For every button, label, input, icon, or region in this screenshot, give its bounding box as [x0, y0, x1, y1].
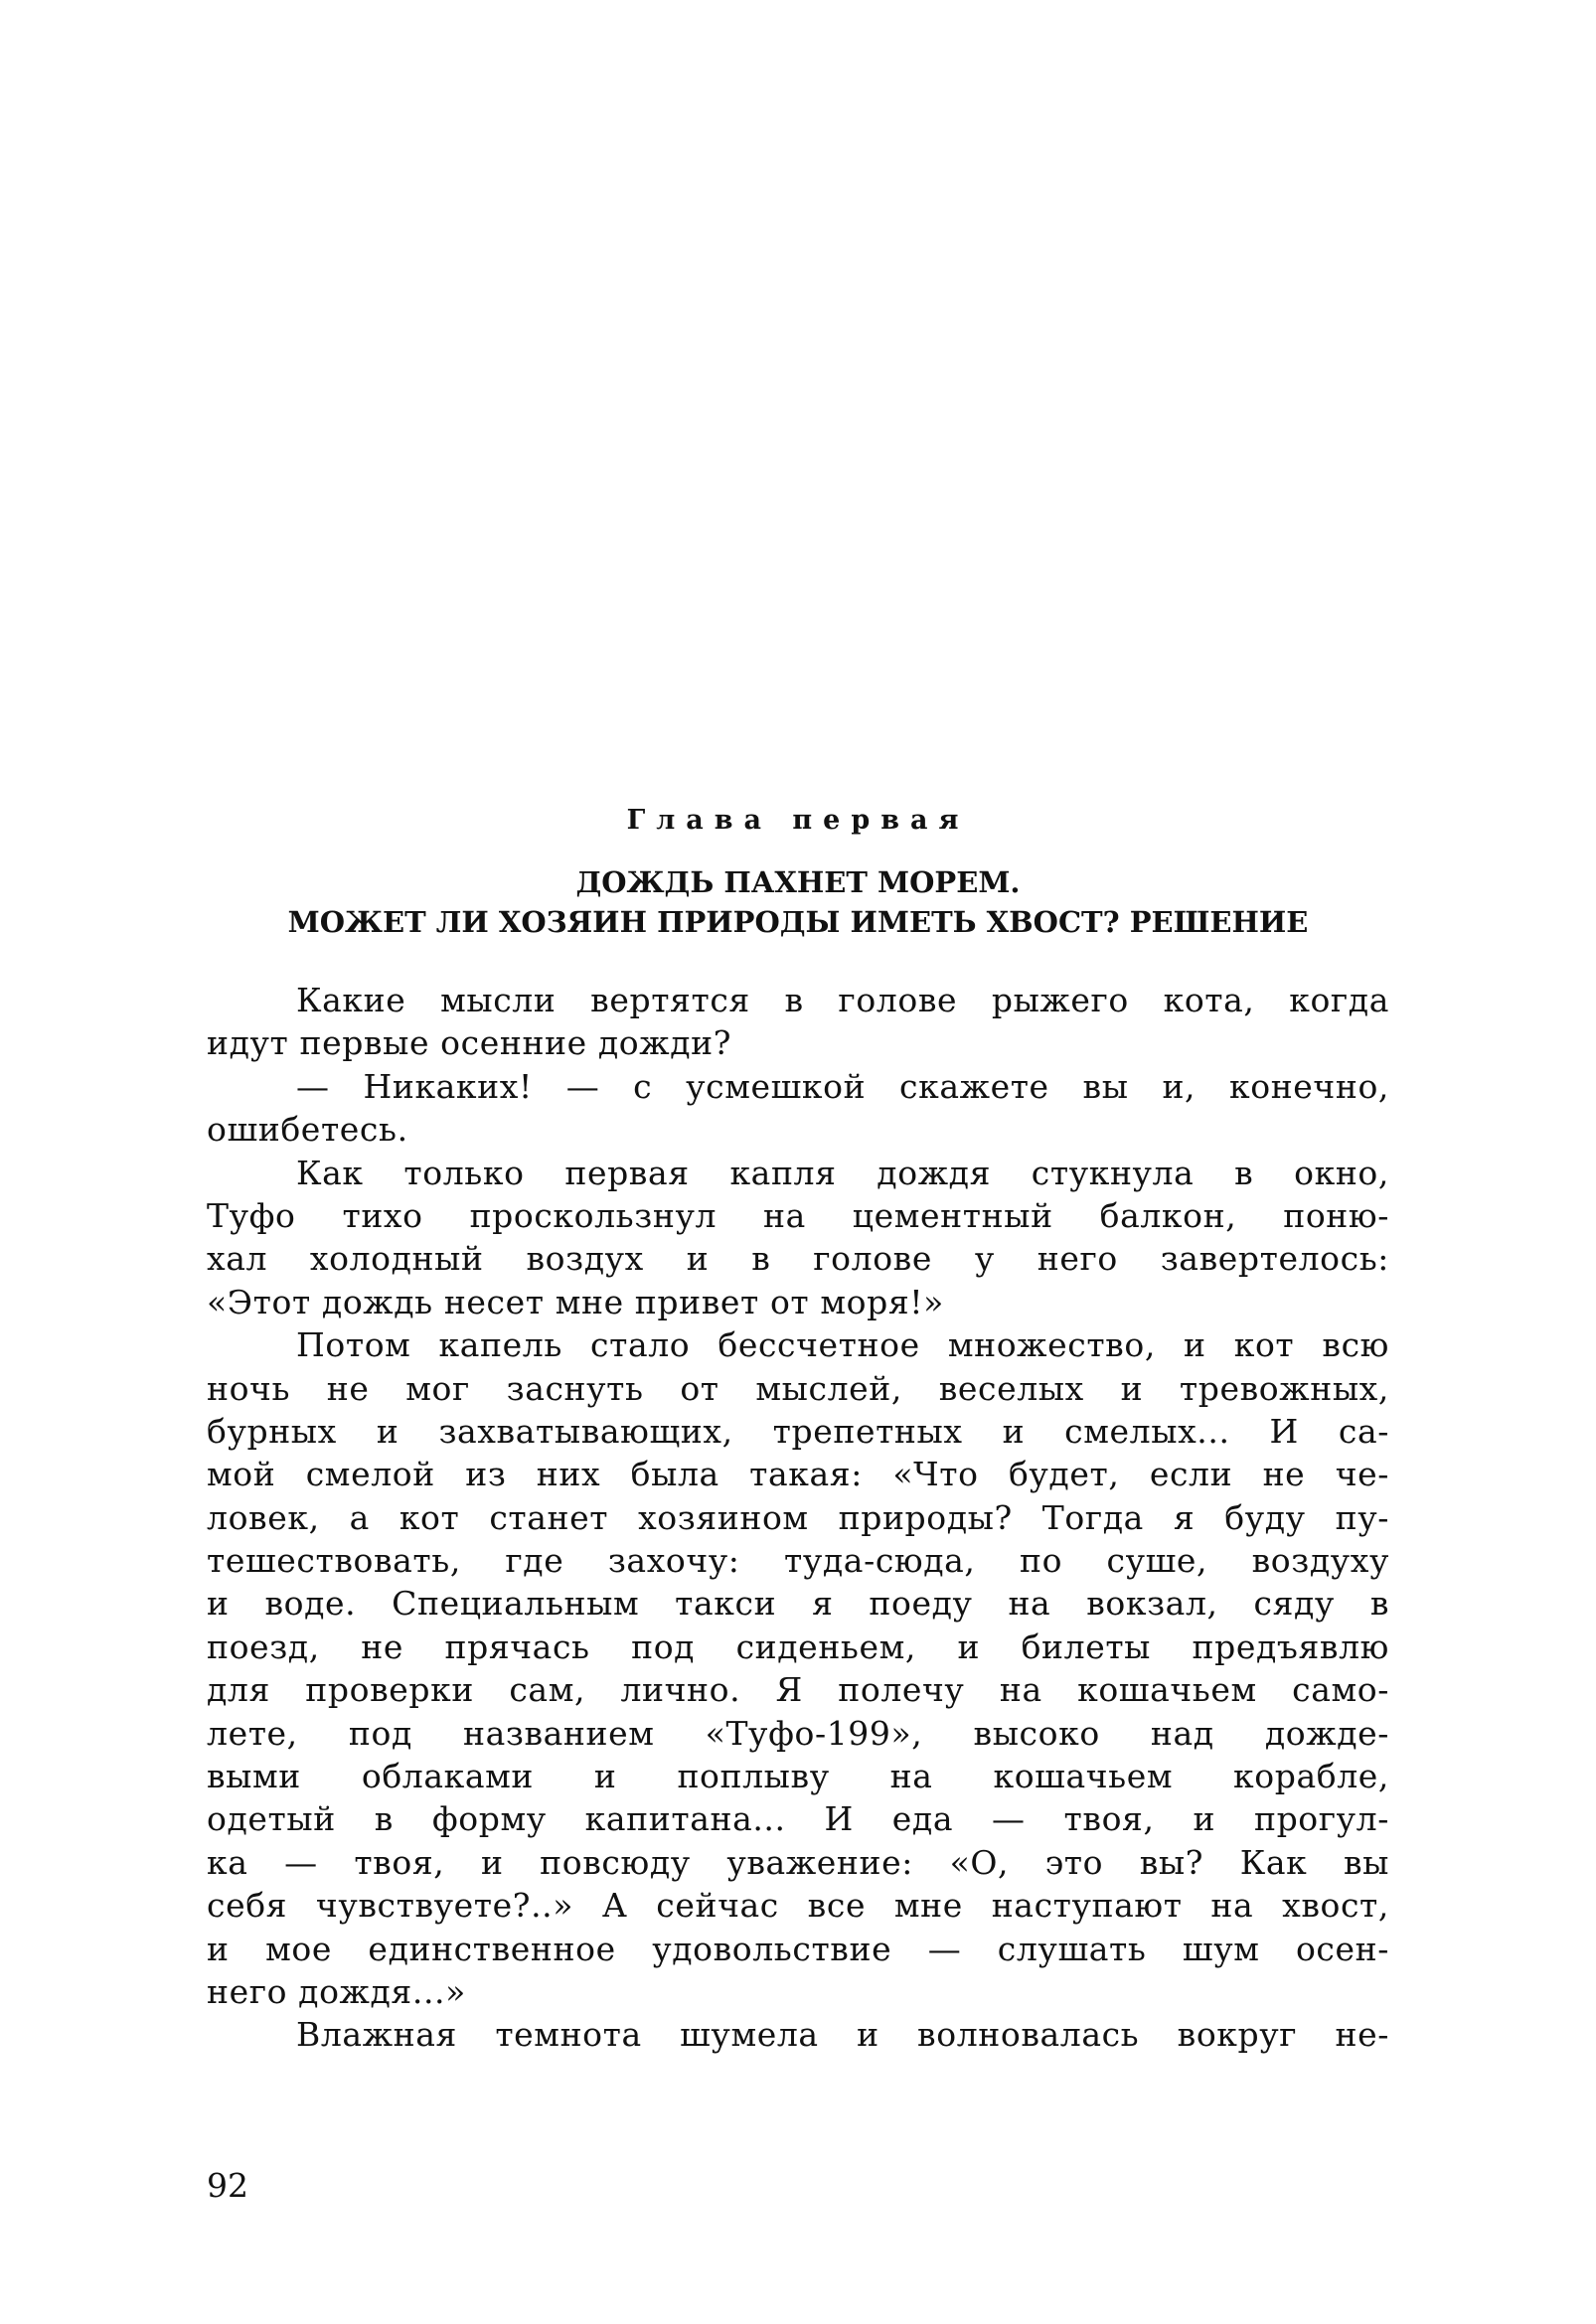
- text-line: хал холодный воздух и в голове у него завертелось:: [207, 1239, 1389, 1279]
- text-line: мой смелой из них была такая: «Что будет, если не че-: [207, 1455, 1389, 1494]
- chapter-title-line: ДОЖДЬ ПАХНЕТ МОРЕМ.: [575, 865, 1021, 899]
- text-line: выми облаками и поплыву на кошачьем корабле,: [207, 1757, 1389, 1796]
- text-line: Как только первая капля дождя стукнула в окно,: [296, 1153, 1389, 1192]
- text-line: «Этот дождь несет мне привет от моря!»: [207, 1282, 944, 1321]
- text-line: Какие мысли вертятся в голове рыжего кота, когда: [296, 981, 1389, 1019]
- chapter-label: Глава первая: [626, 805, 970, 836]
- text-line: идут первые осенние дожди?: [207, 1023, 732, 1063]
- text-line: Туфо тихо проскользнул на цементный балкон, поню-: [207, 1195, 1389, 1235]
- text-line: Потом капель стало бессчетное множество, и кот всю: [296, 1325, 1389, 1365]
- text-line: ловек, а кот станет хозяином природы? Тогда я буду пу-: [207, 1497, 1389, 1537]
- text-line: него дождя...»: [207, 1971, 466, 2011]
- text-line: для проверки сам, лично. Я полечу на кошачьем само-: [207, 1670, 1389, 1710]
- chapter-title-line: МОЖЕТ ЛИ ХОЗЯИН ПРИРОДЫ ИМЕТЬ ХВОСТ? РЕШЕНИЕ: [287, 905, 1309, 939]
- text-line: тешествовать, где захочу: туда-сюда, по суше, воздуху: [207, 1541, 1389, 1581]
- body-text: [207, 979, 1389, 2057]
- text-line: лете, под названием «Туфо-199», высоко над дожде-: [207, 1713, 1389, 1753]
- text-line: ка — твоя, и повсюду уважение: «О, это вы? Как вы: [207, 1842, 1389, 1882]
- text-line: — Никаких! — с усмешкой скажете вы и, конечно,: [296, 1066, 1389, 1106]
- page-number: 92: [207, 2166, 248, 2205]
- text-line: одетый в форму капитана... И еда — твоя, и прогул-: [207, 1799, 1389, 1839]
- text-line: поезд, не прячась под сиденьем, и билеты предъявлю: [207, 1627, 1389, 1666]
- text-line: Влажная темнота шумела и волновалась вокруг не-: [296, 2015, 1389, 2055]
- text-line: бурных и захватывающих, трепетных и смелых... И са-: [207, 1411, 1389, 1451]
- text-line: и мое единственное удовольствие — слушать шум осен-: [207, 1929, 1389, 1968]
- text-line: себя чувствуете?..» А сейчас все мне наступают на хвост,: [207, 1886, 1389, 1926]
- chapter-title: [0, 862, 1596, 942]
- text-line: ночь не мог заснуть от мыслей, веселых и тревожных,: [207, 1368, 1389, 1408]
- text-line: ошибетесь.: [207, 1110, 408, 1150]
- text-line: и воде. Специальным такси я поеду на вокзал, сяду в: [207, 1584, 1389, 1624]
